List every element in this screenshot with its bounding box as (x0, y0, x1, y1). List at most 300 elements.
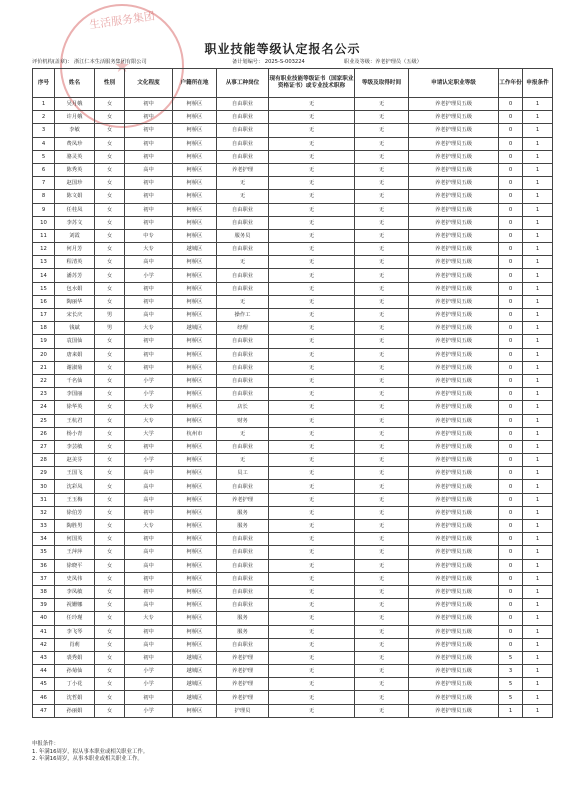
cell-gender: 女 (95, 348, 125, 361)
table-body (33, 98, 553, 718)
cell-level-date: 无 (355, 599, 409, 612)
cell-work-years: 0 (499, 585, 523, 598)
cell-residence: 柯桥区 (173, 98, 217, 111)
cell-job: 服务 (217, 625, 269, 638)
cell-certificate: 无 (269, 150, 355, 163)
cell-condition: 1 (523, 572, 553, 585)
cell-work-years: 0 (499, 612, 523, 625)
cell-index: 33 (33, 520, 55, 533)
cell-job: 自由职业 (217, 282, 269, 295)
cell-job: 无 (217, 295, 269, 308)
cell-job: 自由职业 (217, 216, 269, 229)
cell-index: 39 (33, 599, 55, 612)
cell-education: 初中 (125, 348, 173, 361)
cell-job: 自由职业 (217, 243, 269, 256)
cell-job: 自由职业 (217, 480, 269, 493)
cell-index: 13 (33, 256, 55, 269)
table-row (33, 520, 553, 533)
cell-gender: 女 (95, 374, 125, 387)
cell-level-date: 无 (355, 691, 409, 704)
cell-applied-level: 养老护理员五级 (409, 190, 499, 203)
cell-index: 12 (33, 243, 55, 256)
cell-applied-level: 养老护理员五级 (409, 520, 499, 533)
cell-education: 初中 (125, 137, 173, 150)
note-item: 1. 年满16周岁，拟从事本职业或相关职业工作。 (32, 748, 149, 755)
cell-applied-level: 养老护理员五级 (409, 612, 499, 625)
cell-job: 财务 (217, 414, 269, 427)
cell-gender: 女 (95, 480, 125, 493)
cell-gender: 女 (95, 177, 125, 190)
cell-residence: 杭州市 (173, 427, 217, 440)
cell-certificate: 无 (269, 216, 355, 229)
cell-condition: 1 (523, 533, 553, 546)
cell-certificate: 无 (269, 295, 355, 308)
cell-education: 小学 (125, 454, 173, 467)
table-row (33, 163, 553, 176)
cell-index: 20 (33, 348, 55, 361)
table-row (33, 454, 553, 467)
cell-gender: 女 (95, 572, 125, 585)
table-row (33, 150, 553, 163)
cell-condition: 1 (523, 256, 553, 269)
cell-name: 李国丽 (55, 388, 95, 401)
cell-gender: 女 (95, 520, 125, 533)
cell-level-date: 无 (355, 625, 409, 638)
cell-level-date: 无 (355, 678, 409, 691)
cell-residence: 柯桥区 (173, 480, 217, 493)
cell-index: 29 (33, 467, 55, 480)
cell-applied-level: 养老护理员五级 (409, 651, 499, 664)
table-row (33, 361, 553, 374)
table-row (33, 348, 553, 361)
table-row (33, 203, 553, 216)
cell-index: 27 (33, 440, 55, 453)
cell-work-years: 0 (499, 440, 523, 453)
cell-condition: 1 (523, 665, 553, 678)
cell-applied-level: 养老护理员五级 (409, 295, 499, 308)
table-row (33, 309, 553, 322)
table-row (33, 612, 553, 625)
cell-name: 李苏文 (55, 216, 95, 229)
cell-job: 自由职业 (217, 348, 269, 361)
cell-job: 自由职业 (217, 388, 269, 401)
table-row (33, 111, 553, 124)
table-row (33, 533, 553, 546)
cell-gender: 女 (95, 98, 125, 111)
cell-name: 李凤敏 (55, 585, 95, 598)
cell-work-years: 0 (499, 401, 523, 414)
cell-education: 高中 (125, 467, 173, 480)
table-row (33, 282, 553, 295)
table-row (33, 440, 553, 453)
cell-residence: 柯桥区 (173, 599, 217, 612)
cell-applied-level: 养老护理员五级 (409, 467, 499, 480)
cell-residence: 柯桥区 (173, 150, 217, 163)
cell-applied-level: 养老护理员五级 (409, 216, 499, 229)
cell-certificate: 无 (269, 388, 355, 401)
cell-certificate: 无 (269, 163, 355, 176)
cell-level-date: 无 (355, 282, 409, 295)
cell-education: 高中 (125, 638, 173, 651)
cell-condition: 1 (523, 269, 553, 282)
cell-education: 大专 (125, 612, 173, 625)
cell-residence: 柯桥区 (173, 137, 217, 150)
cell-level-date: 无 (355, 559, 409, 572)
cell-gender: 女 (95, 427, 125, 440)
cell-index: 23 (33, 388, 55, 401)
cell-education: 初中 (125, 361, 173, 374)
cell-applied-level: 养老护理员五级 (409, 203, 499, 216)
cell-condition: 1 (523, 467, 553, 480)
cell-name: 何国英 (55, 533, 95, 546)
cell-job: 自由职业 (217, 124, 269, 137)
table-row (33, 665, 553, 678)
cell-condition: 1 (523, 388, 553, 401)
table-row (33, 243, 553, 256)
cell-residence: 柯桥区 (173, 111, 217, 124)
table-row (33, 335, 553, 348)
cell-work-years: 0 (499, 520, 523, 533)
cell-certificate: 无 (269, 599, 355, 612)
table-row (33, 269, 553, 282)
cell-level-date: 无 (355, 335, 409, 348)
cell-condition: 1 (523, 243, 553, 256)
cell-index: 8 (33, 190, 55, 203)
cell-work-years: 1 (499, 704, 523, 717)
cell-applied-level: 养老护理员五级 (409, 177, 499, 190)
cell-condition: 1 (523, 704, 553, 717)
cell-level-date: 无 (355, 585, 409, 598)
cell-level-date: 无 (355, 454, 409, 467)
cell-name: 史凤伟 (55, 572, 95, 585)
cell-index: 30 (33, 480, 55, 493)
cell-certificate: 无 (269, 559, 355, 572)
cell-job: 服务 (217, 612, 269, 625)
table-row (33, 137, 553, 150)
cell-job: 养老护理 (217, 678, 269, 691)
cell-certificate: 无 (269, 546, 355, 559)
cell-work-years: 0 (499, 98, 523, 111)
cell-certificate: 无 (269, 203, 355, 216)
cell-name: 徐伯芳 (55, 506, 95, 519)
cell-residence: 柯桥区 (173, 493, 217, 506)
cell-condition: 1 (523, 229, 553, 242)
cell-name: 袁国仙 (55, 335, 95, 348)
cell-education: 小学 (125, 374, 173, 387)
cell-residence: 柯桥区 (173, 704, 217, 717)
cell-job: 自由职业 (217, 137, 269, 150)
cell-condition: 1 (523, 163, 553, 176)
cell-condition: 1 (523, 493, 553, 506)
cell-level-date: 无 (355, 243, 409, 256)
cell-condition: 1 (523, 546, 553, 559)
cell-certificate: 无 (269, 625, 355, 638)
cell-education: 高中 (125, 599, 173, 612)
cell-name: 唐来娟 (55, 348, 95, 361)
cell-work-years: 0 (499, 111, 523, 124)
cell-condition: 1 (523, 361, 553, 374)
cell-work-years: 0 (499, 361, 523, 374)
cell-applied-level: 养老护理员五级 (409, 599, 499, 612)
cell-education: 初中 (125, 506, 173, 519)
cell-gender: 女 (95, 111, 125, 124)
cell-name: 李芸敏 (55, 440, 95, 453)
cell-level-date: 无 (355, 361, 409, 374)
cell-condition: 1 (523, 480, 553, 493)
cell-gender: 女 (95, 150, 125, 163)
cell-index: 43 (33, 651, 55, 664)
cell-gender: 女 (95, 625, 125, 638)
cell-work-years: 5 (499, 691, 523, 704)
col-header-index: 序号 (33, 69, 55, 98)
cell-gender: 女 (95, 282, 125, 295)
cell-residence: 柯桥区 (173, 216, 217, 229)
cell-gender: 女 (95, 546, 125, 559)
cell-certificate: 无 (269, 243, 355, 256)
cell-education: 初中 (125, 98, 173, 111)
cell-condition: 1 (523, 414, 553, 427)
cell-certificate: 无 (269, 361, 355, 374)
cell-level-date: 无 (355, 216, 409, 229)
cell-certificate: 无 (269, 585, 355, 598)
cell-education: 初中 (125, 177, 173, 190)
cell-condition: 1 (523, 691, 553, 704)
table-row (33, 388, 553, 401)
cell-residence: 柯桥区 (173, 612, 217, 625)
cell-level-date: 无 (355, 163, 409, 176)
cell-job: 护理员 (217, 704, 269, 717)
cell-name: 孙丽娟 (55, 704, 95, 717)
cell-applied-level: 养老护理员五级 (409, 269, 499, 282)
cell-work-years: 0 (499, 137, 523, 150)
col-header-name: 姓名 (55, 69, 95, 98)
cell-certificate: 无 (269, 520, 355, 533)
cell-certificate: 无 (269, 309, 355, 322)
cell-level-date: 无 (355, 348, 409, 361)
cell-condition: 1 (523, 124, 553, 137)
cell-index: 9 (33, 203, 55, 216)
cell-applied-level: 养老护理员五级 (409, 309, 499, 322)
cell-residence: 柯桥区 (173, 309, 217, 322)
cell-level-date: 无 (355, 322, 409, 335)
table-row (33, 322, 553, 335)
cell-condition: 1 (523, 309, 553, 322)
table-row (33, 124, 553, 137)
cell-residence: 柯桥区 (173, 348, 217, 361)
cell-index: 5 (33, 150, 55, 163)
cell-name: 陈秀英 (55, 163, 95, 176)
document-title: 职业技能等级认定报名公示 (204, 42, 361, 56)
cell-job: 店长 (217, 401, 269, 414)
cell-level-date: 无 (355, 414, 409, 427)
table-row (33, 401, 553, 414)
cell-name: 陶胜男 (55, 520, 95, 533)
cell-index: 36 (33, 559, 55, 572)
cell-job: 养老护理 (217, 651, 269, 664)
cell-condition: 1 (523, 282, 553, 295)
cell-level-date: 无 (355, 309, 409, 322)
cell-residence: 越城区 (173, 665, 217, 678)
table-row (33, 651, 553, 664)
table-row (33, 493, 553, 506)
cell-condition: 1 (523, 216, 553, 229)
cell-education: 大专 (125, 520, 173, 533)
cell-work-years: 0 (499, 427, 523, 440)
cell-job: 自由职业 (217, 572, 269, 585)
cell-gender: 女 (95, 665, 125, 678)
cell-index: 42 (33, 638, 55, 651)
cell-applied-level: 养老护理员五级 (409, 625, 499, 638)
cell-residence: 柯桥区 (173, 520, 217, 533)
table-row (33, 599, 553, 612)
cell-education: 大学 (125, 427, 173, 440)
table-row (33, 704, 553, 717)
cell-name: 李敏 (55, 124, 95, 137)
cell-education: 初中 (125, 533, 173, 546)
cell-education: 小学 (125, 678, 173, 691)
cell-index: 19 (33, 335, 55, 348)
cell-level-date: 无 (355, 612, 409, 625)
cell-education: 小学 (125, 269, 173, 282)
cell-applied-level: 养老护理员五级 (409, 533, 499, 546)
cell-applied-level: 养老护理员五级 (409, 506, 499, 519)
cell-residence: 柯桥区 (173, 203, 217, 216)
cell-gender: 女 (95, 124, 125, 137)
table-row (33, 427, 553, 440)
cell-work-years: 0 (499, 322, 523, 335)
cell-applied-level: 养老护理员五级 (409, 111, 499, 124)
cell-applied-level: 养老护理员五级 (409, 704, 499, 717)
cell-applied-level: 养老护理员五级 (409, 493, 499, 506)
cell-index: 28 (33, 454, 55, 467)
cell-applied-level: 养老护理员五级 (409, 348, 499, 361)
cell-residence: 柯桥区 (173, 401, 217, 414)
cell-work-years: 0 (499, 229, 523, 242)
cell-level-date: 无 (355, 520, 409, 533)
cell-education: 初中 (125, 440, 173, 453)
cell-education: 大专 (125, 414, 173, 427)
cell-level-date: 无 (355, 401, 409, 414)
cell-applied-level: 养老护理员五级 (409, 163, 499, 176)
cell-gender: 女 (95, 361, 125, 374)
cell-work-years: 0 (499, 546, 523, 559)
cell-name: 谢淑菊 (55, 361, 95, 374)
notes (32, 741, 148, 764)
cell-name: 孙菊仙 (55, 665, 95, 678)
cell-index: 7 (33, 177, 55, 190)
cell-job: 自由职业 (217, 269, 269, 282)
cell-certificate: 无 (269, 691, 355, 704)
table-row (33, 559, 553, 572)
cell-residence: 柯桥区 (173, 177, 217, 190)
cell-residence: 柯桥区 (173, 229, 217, 242)
table-row (33, 678, 553, 691)
cell-index: 41 (33, 625, 55, 638)
cell-certificate: 无 (269, 454, 355, 467)
cell-index: 1 (33, 98, 55, 111)
cell-residence: 柯桥区 (173, 585, 217, 598)
cell-condition: 1 (523, 335, 553, 348)
cell-work-years: 0 (499, 348, 523, 361)
cell-condition: 1 (523, 612, 553, 625)
cell-gender: 女 (95, 440, 125, 453)
cell-gender: 男 (95, 309, 125, 322)
cell-education: 初中 (125, 651, 173, 664)
cell-job: 自由职业 (217, 440, 269, 453)
cell-name: 费凤珍 (55, 137, 95, 150)
cell-name: 徐晓平 (55, 559, 95, 572)
cell-work-years: 0 (499, 467, 523, 480)
cell-condition: 1 (523, 401, 553, 414)
cell-index: 37 (33, 572, 55, 585)
cell-education: 初中 (125, 282, 173, 295)
cell-work-years: 0 (499, 190, 523, 203)
cell-level-date: 无 (355, 467, 409, 480)
cell-education: 大专 (125, 401, 173, 414)
cell-condition: 1 (523, 137, 553, 150)
cell-residence: 柯桥区 (173, 374, 217, 387)
cell-gender: 女 (95, 454, 125, 467)
cell-job: 养老护理 (217, 493, 269, 506)
cell-level-date: 无 (355, 295, 409, 308)
cell-residence: 柯桥区 (173, 163, 217, 176)
cell-applied-level: 养老护理员五级 (409, 150, 499, 163)
cell-certificate: 无 (269, 651, 355, 664)
cell-name: 丁小花 (55, 678, 95, 691)
cell-certificate: 无 (269, 256, 355, 269)
registration-table (32, 68, 553, 718)
cell-residence: 柯桥区 (173, 190, 217, 203)
cell-gender: 女 (95, 229, 125, 242)
table-row (33, 190, 553, 203)
table-row (33, 216, 553, 229)
cell-index: 14 (33, 269, 55, 282)
cell-residence: 柯桥区 (173, 638, 217, 651)
cell-job: 自由职业 (217, 559, 269, 572)
cell-job: 自由职业 (217, 585, 269, 598)
cell-certificate: 无 (269, 335, 355, 348)
cell-gender: 女 (95, 401, 125, 414)
notes-heading: 申报条件： (32, 741, 59, 747)
cell-gender: 女 (95, 388, 125, 401)
col-header-certificate: 现有职业技能等级证书（国家职业资格证书）或专业技术职称 (269, 69, 355, 98)
table-row (33, 374, 553, 387)
cell-condition: 1 (523, 454, 553, 467)
cell-work-years: 0 (499, 243, 523, 256)
cell-education: 高中 (125, 493, 173, 506)
cell-job: 服务 (217, 506, 269, 519)
cell-index: 11 (33, 229, 55, 242)
cell-name: 潘苏芳 (55, 269, 95, 282)
col-header-condition: 申报条件 (523, 69, 553, 98)
cell-education: 初中 (125, 572, 173, 585)
cell-index: 46 (33, 691, 55, 704)
cell-work-years: 0 (499, 335, 523, 348)
cell-index: 3 (33, 124, 55, 137)
table-row (33, 467, 553, 480)
cell-certificate: 无 (269, 98, 355, 111)
occupation-level: 职业及等级：养老护理员（五级） (344, 59, 422, 65)
cell-work-years: 0 (499, 506, 523, 519)
cell-applied-level: 养老护理员五级 (409, 546, 499, 559)
cell-certificate: 无 (269, 467, 355, 480)
table-row (33, 638, 553, 651)
cell-applied-level: 养老护理员五级 (409, 137, 499, 150)
cell-education: 初中 (125, 203, 173, 216)
cell-work-years: 0 (499, 309, 523, 322)
cell-name: 王玉梅 (55, 493, 95, 506)
cell-residence: 柯桥区 (173, 256, 217, 269)
